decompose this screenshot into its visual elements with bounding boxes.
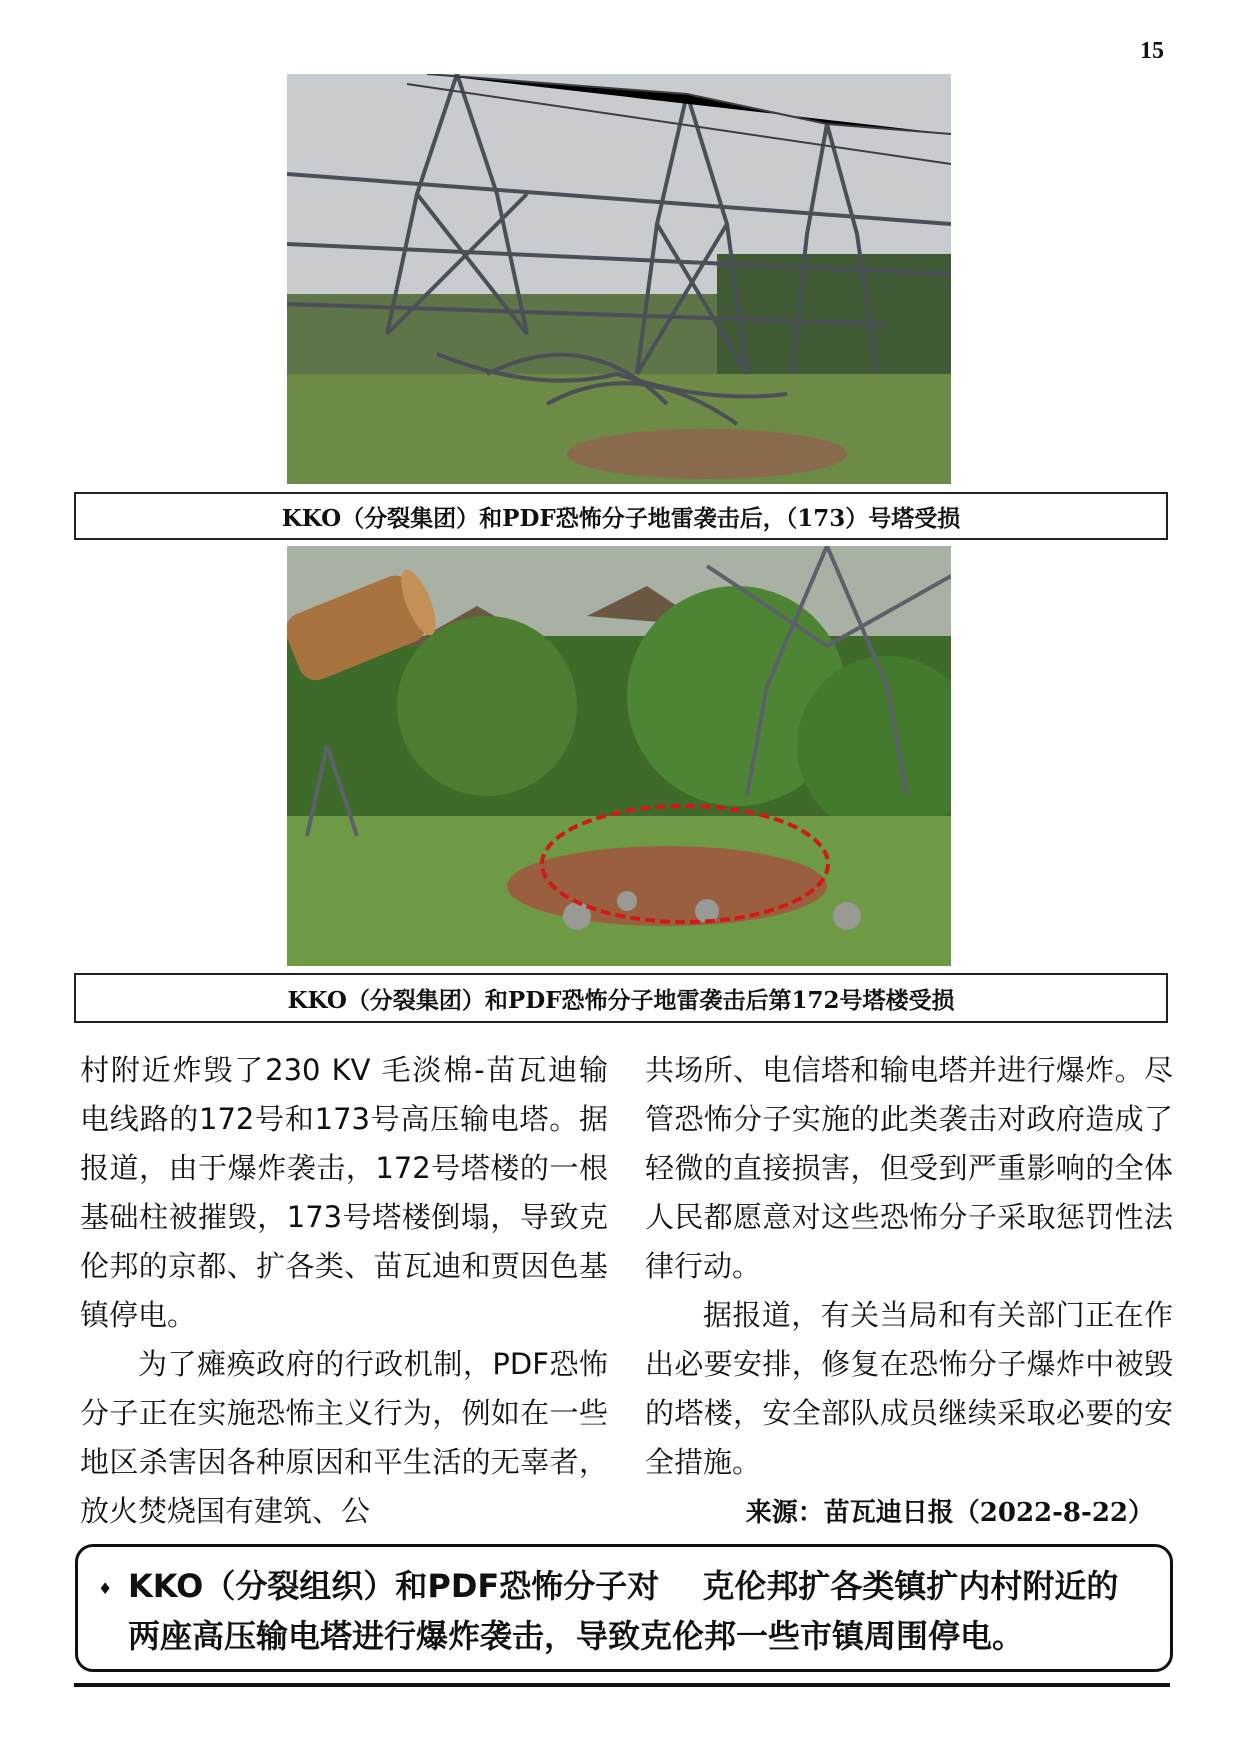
headline-box: [75, 1544, 1173, 1672]
article-right-column: [645, 1046, 1173, 1487]
page-number: 15: [1140, 38, 1164, 64]
photo-1-caption: KKO（分裂集团）和PDF恐怖分子地雷袭击后，（173）号塔受损: [74, 492, 1168, 540]
right-paragraph-2: 据报道，有关当局和有关部门正在作出必要安排，修复在恐怖分子爆炸中被毁的塔楼，安全部队成员继续采取必要的安全措施。: [645, 1298, 1173, 1479]
left-paragraph-2: 为了瘫痪政府的行政机制，PDF恐怖分子正在实施恐怖主义行为，例如在一些地区杀害因各种原因和平生活的无辜者，放火焚烧国有建筑、公: [80, 1347, 608, 1528]
right-paragraph-1: 共场所、电信塔和输电塔并进行爆炸。尽管恐怖分子实施的此类袭击对政府造成了轻微的直接损害，但受到严重影响的全体人民都愿意对这些恐怖分子采取惩罚性法律行动。: [645, 1053, 1173, 1283]
diamond-bullet-icon: ♦: [98, 1579, 113, 1598]
collapsed-tower-photo: [287, 74, 951, 484]
headline-text: KKO（分裂组织）和PDF恐怖分子对 克伦邦扩各类镇扩内村附近的两座高压输电塔进行爆炸袭击，导致克伦邦一些市镇周围停电。: [128, 1567, 1119, 1655]
damaged-tower-base-photo: [287, 546, 951, 966]
article-left-column: [80, 1046, 608, 1536]
photo-2-caption: KKO（分裂集团）和PDF恐怖分子地雷袭击后第172号塔楼受损: [74, 973, 1168, 1023]
left-paragraph-1: 村附近炸毁了230 KV 毛淡棉-苗瓦迪输电线路的172号和173号高压输电塔。据报道，由于爆炸袭击，172号塔楼的一根基础柱被摧毁，173号塔楼倒塌，导致克伦邦的京都、扩各类、苗瓦迪和贾因色基镇停电。: [80, 1053, 608, 1332]
bottom-divider: [74, 1683, 1170, 1687]
source-citation: 来源：苗瓦迪日报（2022-8-22）: [745, 1498, 1154, 1528]
